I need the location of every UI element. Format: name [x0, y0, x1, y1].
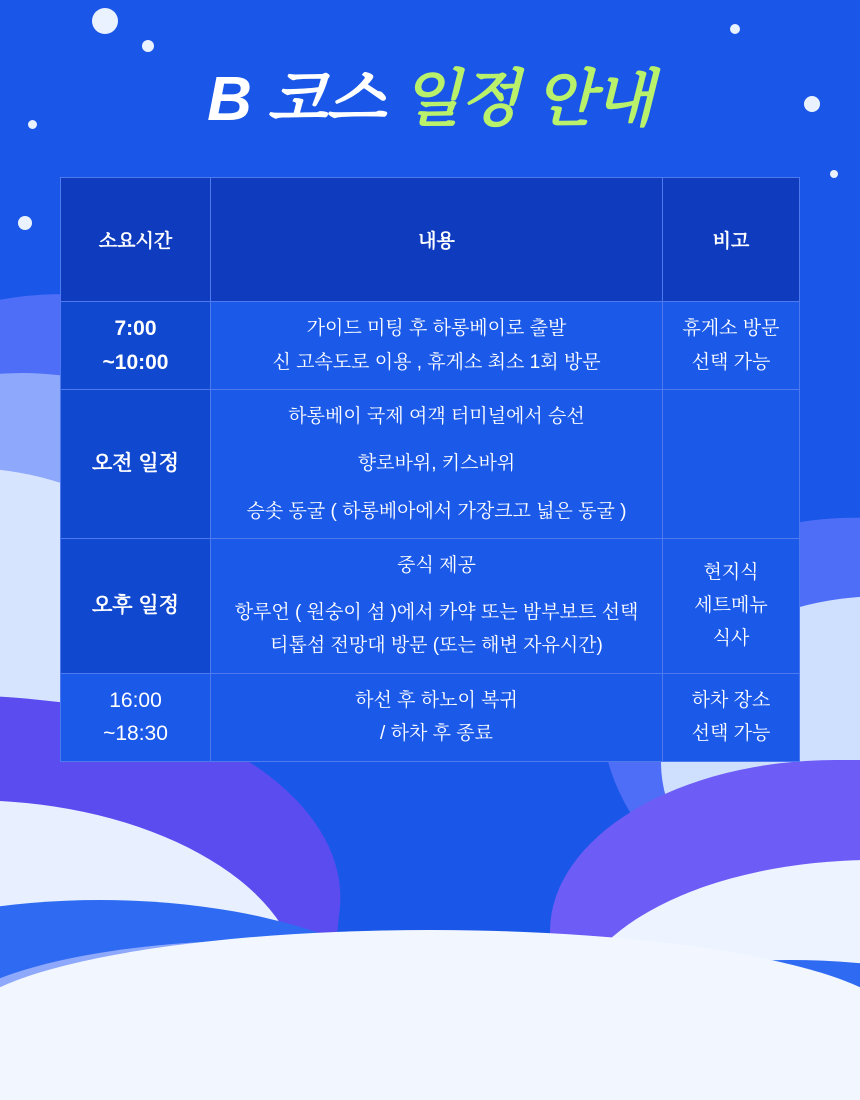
cell-content	[211, 673, 663, 761]
time-line: 16:00	[109, 688, 162, 712]
cell-time	[61, 673, 211, 761]
content-line: 향로바위, 키스바위	[357, 453, 516, 475]
page-title	[0, 0, 860, 134]
cell-content	[211, 302, 663, 390]
cell-time	[61, 302, 211, 390]
column-header-note: 비고	[663, 178, 800, 302]
column-header-content: 내용	[211, 178, 663, 302]
content-line: 중식 제공	[397, 554, 476, 576]
note-line: 식사	[712, 628, 750, 650]
content-lines	[219, 549, 654, 663]
time-lines	[69, 447, 202, 481]
content-line: 항루언 ( 원숭이 섬 )에서 카약 또는 밤부보트 선택	[234, 602, 639, 624]
note-line: 선택 가능	[691, 351, 771, 373]
page-title-accent: 일정 안내	[401, 65, 653, 134]
note-lines	[671, 556, 791, 656]
content-line: 하선 후 하노이 복귀	[355, 690, 518, 712]
table-header	[61, 178, 800, 302]
note-line: 현지식	[703, 561, 759, 583]
cell-note	[663, 538, 800, 673]
content-line: 승솟 동굴 ( 하롱베아에서 가장크고 넓은 동굴 )	[246, 500, 627, 522]
note-line: 선택 가능	[691, 723, 771, 745]
content-line: / 하차 후 종료	[380, 723, 493, 745]
table-row	[61, 673, 800, 761]
column-header-time: 소요시간	[61, 178, 211, 302]
note-line: 세트메뉴	[694, 595, 768, 617]
content-line: 신 고속도로 이용 , 휴게소 최소 1회 방문	[272, 351, 601, 373]
cell-content	[211, 390, 663, 539]
note-lines	[671, 312, 791, 379]
table-header-row	[61, 178, 800, 302]
schedule-table	[60, 177, 800, 762]
time-line: ~10:00	[102, 350, 169, 374]
note-line: 하차 장소	[691, 690, 771, 712]
table-row	[61, 390, 800, 539]
table-row	[61, 538, 800, 673]
time-line: 7:00	[114, 317, 157, 340]
cell-note	[663, 673, 800, 761]
cell-time	[61, 390, 211, 539]
content-line: 가이드 미팅 후 하롱베이로 출발	[306, 318, 567, 340]
time-line: 오전 일정	[92, 452, 179, 476]
table-row	[61, 302, 800, 390]
content-lines	[219, 312, 654, 379]
page-title-prefix: B 코스	[207, 65, 402, 134]
time-line: 오후 일정	[92, 594, 179, 618]
time-lines	[69, 684, 202, 751]
note-lines	[671, 684, 791, 751]
note-line: 휴게소 방문	[682, 318, 780, 340]
time-line: ~18:30	[103, 722, 168, 746]
table-body	[61, 302, 800, 762]
cell-content	[211, 538, 663, 673]
content-line: 티톱섬 전망대 방문 (또는 해변 자유시간)	[270, 635, 603, 657]
cell-note	[663, 390, 800, 539]
cell-note	[663, 302, 800, 390]
content-line: 하롱베이 국제 여객 터미널에서 승선	[288, 406, 585, 428]
cell-time	[61, 538, 211, 673]
time-lines	[69, 312, 202, 379]
content-lines	[219, 684, 654, 751]
content-lines	[219, 400, 654, 528]
time-lines	[69, 589, 202, 623]
